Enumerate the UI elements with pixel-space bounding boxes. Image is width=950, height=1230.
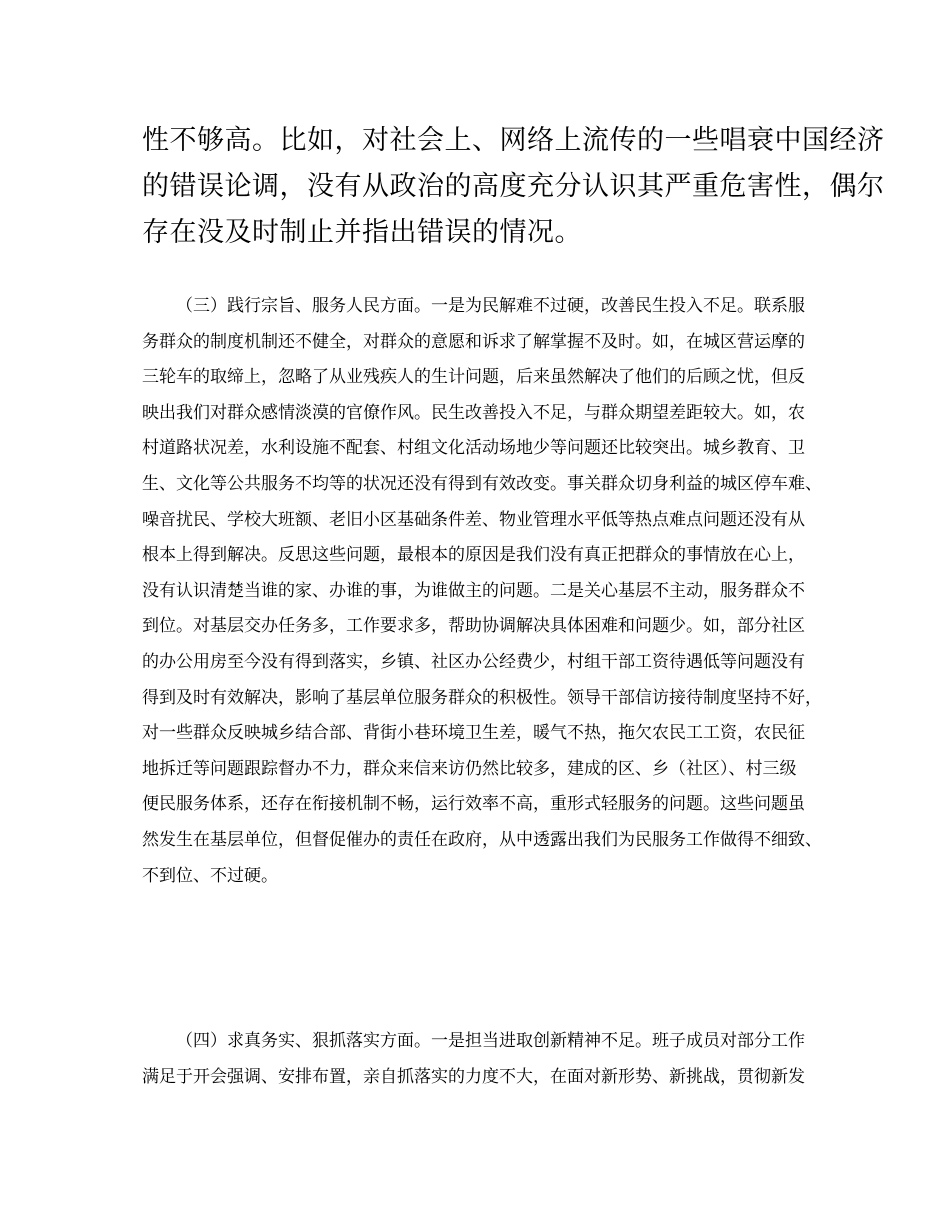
text-line: 的错误论调，没有从政治的高度充分认识其严重危害性，偶尔 xyxy=(142,171,885,202)
section-4-paragraph xyxy=(142,1024,822,1095)
text-line: （四）求真务实、狠抓落实方面。一是担当进取创新精神不足。班子成员对部分工作 xyxy=(176,1031,805,1051)
text-line: 对一些群众反映城乡结合部、背街小巷环境卫生差，暖气不热，拖欠农民工工资，农民征 xyxy=(142,723,805,744)
section-3-paragraph xyxy=(142,289,822,894)
text-line: 地拆迁等问题跟踪督办不力，群众来信来访仍然比较多，建成的区、乡（社区）、村三级 xyxy=(142,758,797,779)
text-line: 得到及时有效解决，影响了基层单位服务群众的积极性。领导干部信访接待制度坚持不好， xyxy=(142,687,822,708)
text-line: 性不够高。比如，对社会上、网络上流传的一些唱衰中国经济 xyxy=(142,125,885,156)
text-line: 的办公用房至今没有得到落实，乡镇、社区办公经费少，村组干部工资待遇低等问题没有 xyxy=(142,651,805,672)
text-line: 生、文化等公共服务不均等的状况还没有得到有效改变。事关群众切身利益的城区停车难、 xyxy=(142,473,822,494)
text-line: 村道路状况差，水利设施不配套、村组文化活动场地少等问题还比较突出。城乡教育、卫 xyxy=(142,438,805,459)
text-line: 根本上得到解决。反思这些问题，最根本的原因是我们没有真正把群众的事情放在心上， xyxy=(142,545,805,566)
lead-paragraph xyxy=(142,118,885,256)
text-line: 务群众的制度机制还不健全，对群众的意愿和诉求了解掌握不及时。如，在城区营运摩的 xyxy=(142,331,805,352)
text-line: 没有认识清楚当谁的家、办谁的事，为谁做主的问题。二是关心基层不主动，服务群众不 xyxy=(142,580,805,601)
text-line: 存在没及时制止并指出错误的情况。 xyxy=(142,217,582,248)
text-line: 到位。对基层交办任务多，工作要求多，帮助协调解决具体困难和问题少。如，部分社区 xyxy=(142,616,805,637)
text-line: 三轮车的取缔上，忽略了从业残疾人的生计问题，后来虽然解决了他们的后顾之忧，但反 xyxy=(142,367,805,388)
text-line: 便民服务体系，还存在衔接机制不畅，运行效率不高，重形式轻服务的问题。这些问题虽 xyxy=(142,794,805,815)
text-line: 不到位、不过硬。 xyxy=(142,865,278,886)
text-line: 满足于开会强调、安排布置，亲自抓落实的力度不大，在面对新形势、新挑战，贯彻新发 xyxy=(142,1066,805,1087)
text-line: 噪音扰民、学校大班额、老旧小区基础条件差、物业管理水平低等热点难点问题还没有从 xyxy=(142,509,805,530)
text-line: （三）践行宗旨、服务人民方面。一是为民解难不过硬，改善民生投入不足。联系服 xyxy=(176,296,805,316)
text-line: 然发生在基层单位，但督促催办的责任在政府，从中透露出我们为民服务工作做得不细致、 xyxy=(142,829,822,850)
text-line: 映出我们对群众感情淡漠的官僚作风。民生改善投入不足，与群众期望差距较大。如，农 xyxy=(142,402,805,423)
